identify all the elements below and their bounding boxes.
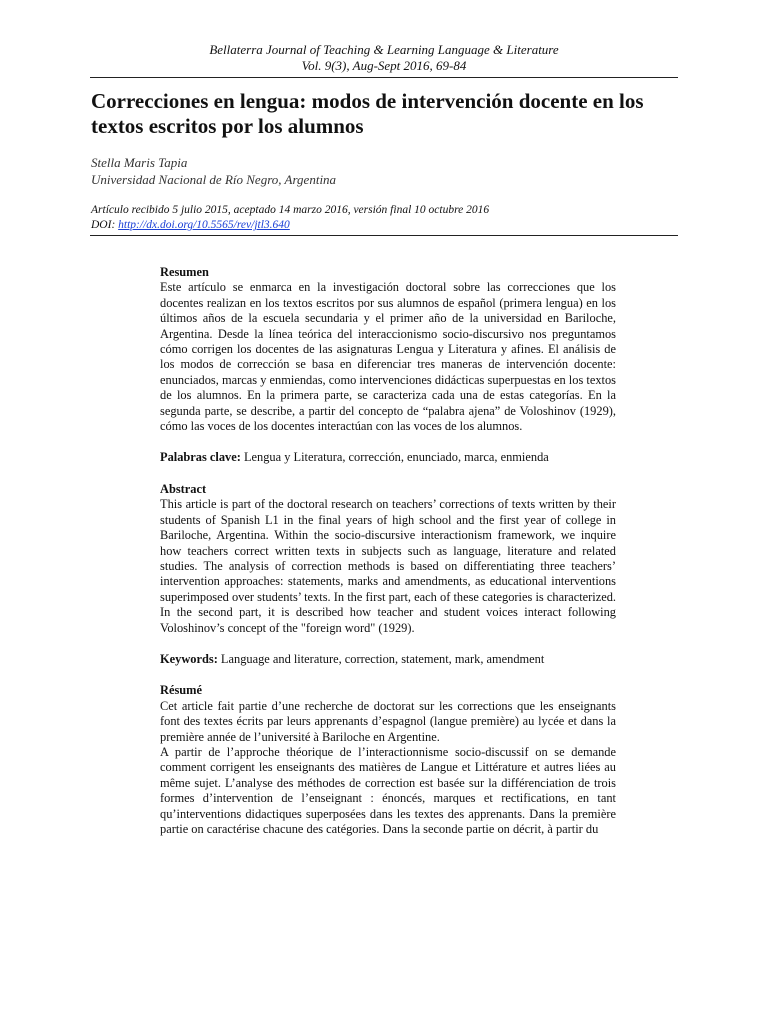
resumen-heading: Resumen xyxy=(160,265,209,279)
article-history xyxy=(91,203,489,233)
palabras-clave-label: Palabras clave: xyxy=(160,450,241,465)
doi-link[interactable]: http://dx.doi.org/10.5565/rev/jtl3.640 xyxy=(118,219,290,231)
doi-line xyxy=(91,218,489,233)
abstract-heading: Abstract xyxy=(160,481,207,496)
received-dates: Artículo recibido 5 julio 2015, aceptado 14 marzo 2016, versión final 10 octubre 2016 xyxy=(91,204,490,216)
resume-paragraph-2: A partir de l’approche théorique de l’interactionnisme socio-discussif on se demande comment corrigent les enseignants des matières de Langue et Littérature et autres liées au même sujet. L’analyse des méthodes de correction est basée sur la différenciation de trois formes d’intervention de l’enseignant : énoncés, marques et rectifications, en tant qu’interventions didactiques superposées dans les textes des apprenants. Dans la première partie on caractérise chacune des catégories. Dans la seconde partie on décrit, à partir du xyxy=(160,744,616,836)
journal-volume: Vol. 9(3), Aug-Sept 2016, 69-84 xyxy=(301,58,467,73)
resumen-text: Este artículo se enmarca en la investigación doctoral sobre las correcciones que los docentes realizan en los textos escritos por sus alumnos de español (primera lengua) en los últimos años de la escuela secundaria y el primer año de la universidad en Bariloche, Argentina. Desde la línea teórica del interaccionismo socio-discursivo nos preguntamos cómo corrigen los docentes de las asignaturas Lengua y Literatura y afines. El análisis de los modos de corrección se basa en diferenciar tres maneras de intervención docente: enunciados, marcas y enmiendas, como intervenciones didácticas superpuestas en los textos de los alumnos. En la primera parte, se caracteriza cada una de estas categorías. En la segunda parte, se describe, a partir del concepto de “palabra ajena” de Voloshinov (1929), cómo las voces de los docentes interactúan con las voces de los alumnos. xyxy=(160,280,616,434)
author-affiliation: Universidad Nacional de Río Negro, Argentina xyxy=(91,172,337,187)
metadata-rule xyxy=(90,235,678,236)
author-block xyxy=(91,154,336,188)
header-rule xyxy=(90,77,678,78)
keywords xyxy=(160,652,616,667)
abstract-section xyxy=(160,265,616,837)
journal-name: Bellaterra Journal of Teaching & Learning Language & Literature xyxy=(209,42,559,57)
abstract-text: This article is part of the doctoral research on teachers’ corrections of texts written by their students of Spanish L1 in the final years of high school and the first year of college in Bariloche, Argentina. Within the socio-discursive interactionism framework, we inquire how teachers correct written texts in subjects such as language, literature and related studies. The analysis of correction methods is based on differentiating three teachers’ intervention approaches: statements, marks and amendments, as educational interventions superimposed over students’ texts. In the first part, each of these categories is characterized. In the second part, it is described how teacher and student voices interact following Voloshinov’s concept of the "foreign word" (1929). xyxy=(160,497,616,635)
doi-label: DOI: xyxy=(91,219,119,231)
author-name: Stella Maris Tapia xyxy=(91,155,188,170)
journal-header xyxy=(90,42,678,74)
keywords-label: Keywords: xyxy=(160,651,218,666)
resume-heading: Résumé xyxy=(160,683,202,698)
article-title: Correcciones en lengua: modos de intervención docente en los textos escritos por los alumnos xyxy=(91,89,644,138)
palabras-clave xyxy=(160,450,616,465)
resume-paragraph-1: Cet article fait partie d’une recherche de doctorat sur les corrections que les enseignants font des textes écrits par leurs apprenants d’espagnol (langue première) au lycée et dans la première année de l’université à Bariloche en Argentine. xyxy=(160,698,616,744)
palabras-clave-text: Lengua y Literatura, corrección, enunciado, marca, enmienda xyxy=(240,450,549,465)
keywords-text: Language and literature, correction, statement, mark, amendment xyxy=(217,651,545,666)
